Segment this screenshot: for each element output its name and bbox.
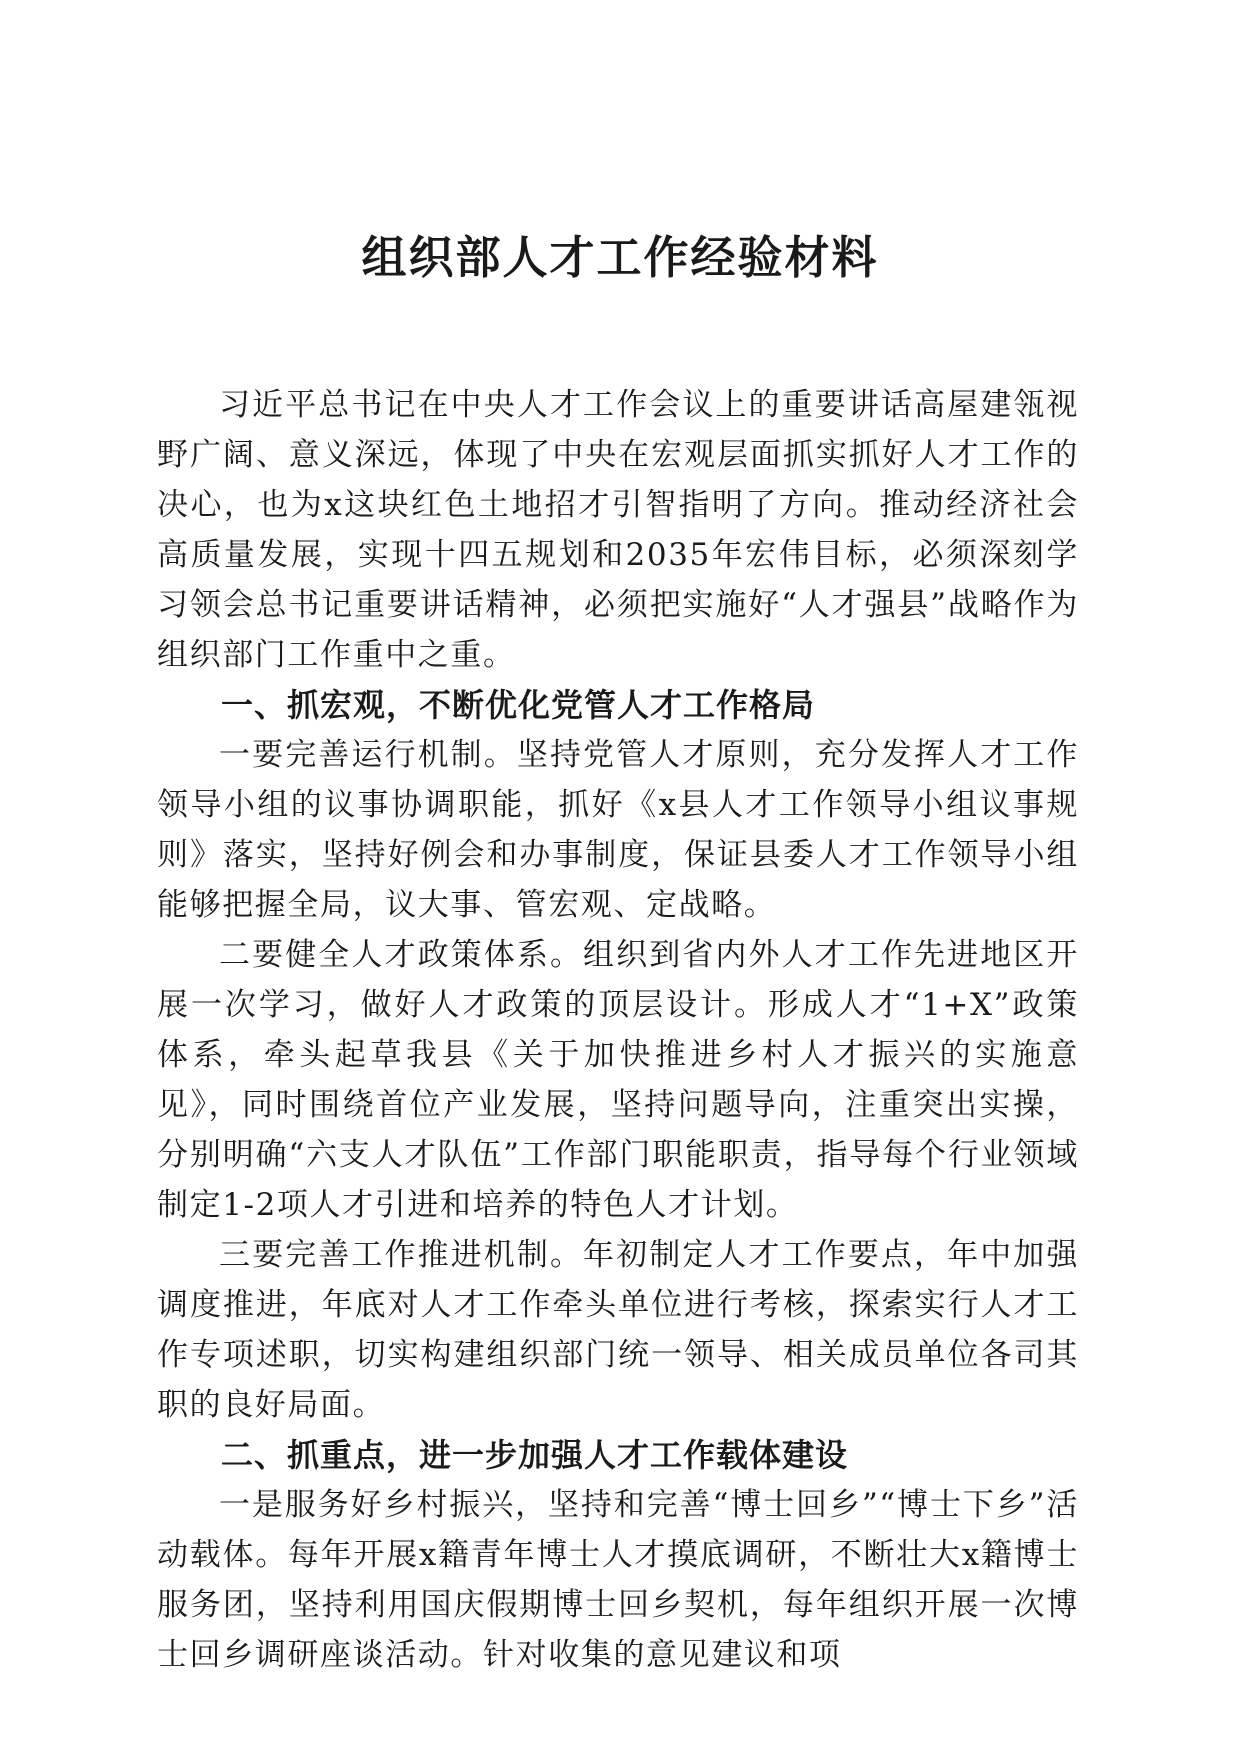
intro-paragraph: 习近平总书记在中央人才工作会议上的重要讲话高屋建瓴视野广阔、意义深远，体现了中央在宏观层面抓实抓好人才工作的决心，也为x这块红色土地招才引智指明了方向。推动经济社会高质量发展，实现十四五规划和2035年宏伟目标，必须深刻学习领会总书记重要讲话精神，必须把实施好“人才强县”战略作为组织部门工作重中之重。: [157, 387, 1079, 673]
document-body: [157, 380, 1079, 1680]
section-1-paragraph-2: 二要健全人才政策体系。组织到省内外人才工作先进地区开展一次学习，做好人才政策的顶层设计。形成人才“1+X”政策体系，牵头起草我县《关于加快推进乡村人才振兴的实施意见》，同时围绕首位产业发展，坚持问题导向，注重突出实操，分别明确“六支人才队伍”工作部门职能职责，指导每个行业领域制定1-2项人才引进和培养的特色人才计划。: [157, 937, 1079, 1223]
section-2-heading: 二、抓重点，进一步加强人才工作载体建设: [221, 1436, 849, 1474]
section-1-heading: 一、抓宏观，不断优化党管人才工作格局: [221, 686, 816, 724]
section-1-paragraph-3: 三要完善工作推进机制。年初制定人才工作要点，年中加强调度推进，年底对人才工作牵头单位进行考核，探索实行人才工作专项述职，切实构建组织部门统一领导、相关成员单位各司其职的良好局面。: [157, 1237, 1079, 1423]
section-1-paragraph-1: 一要完善运行机制。坚持党管人才原则，充分发挥人才工作领导小组的议事协调职能，抓好《x县人才工作领导小组议事规则》落实，坚持好例会和办事制度，保证县委人才工作领导小组能够把握全局，议大事、管宏观、定战略。: [157, 737, 1079, 923]
section-2-paragraph-1: 一是服务好乡村振兴，坚持和完善“博士回乡”“博士下乡”活动载体。每年开展x籍青年博士人才摸底调研，不断壮大x籍博士服务团，坚持利用国庆假期博士回乡契机，每年组织开展一次博士回乡调研座谈活动。针对收集的意见建议和项: [157, 1487, 1079, 1673]
document-title: 组织部人才工作经验材料: [361, 231, 879, 284]
